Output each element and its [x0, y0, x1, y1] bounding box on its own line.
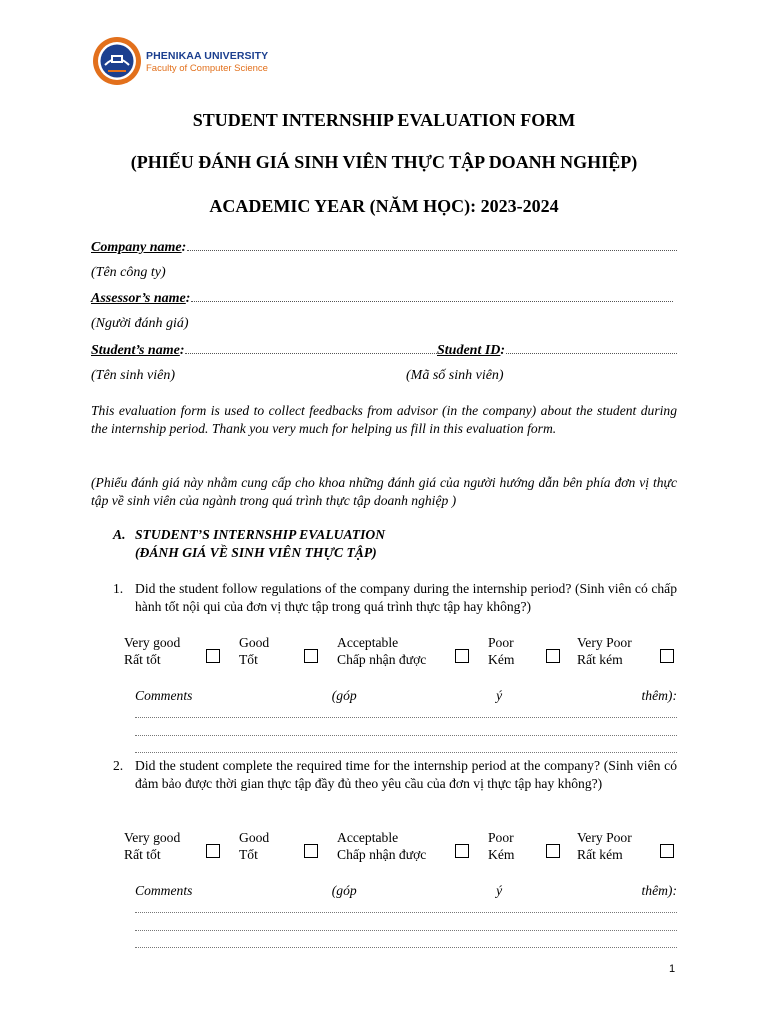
rating-option-poor: Poor Kém [488, 635, 515, 667]
academic-year: ACADEMIC YEAR (NĂM HỌC): 2023-2024 [209, 196, 559, 216]
rating-row-q2 [0, 829, 768, 865]
rating-option-very-poor: Very Poor Rất kém [577, 635, 632, 667]
checkbox-very-good[interactable] [206, 649, 220, 663]
question-2 [113, 757, 677, 793]
form-title-vietnamese: (PHIẾU ĐÁNH GIÁ SINH VIÊN THỰC TẬP DOANH NGHIỆP) [130, 152, 638, 172]
comment-line[interactable] [135, 912, 677, 913]
section-a-subtitle: (ĐÁNH GIÁ VỀ SINH VIÊN THỰC TẬP) [135, 545, 377, 560]
company-name-field[interactable]: Company name : [91, 239, 677, 257]
assessor-name-field[interactable]: Assessor’s name : [91, 290, 673, 308]
question-text: Did the student follow regulations of the company during the internship period? (Sinh viên có chấp hành tốt nội qui của đơn vị thực tập trong quá trình thực tập hay không?) [135, 581, 677, 614]
checkbox-good[interactable] [304, 649, 318, 663]
form-title: STUDENT INTERNSHIP EVALUATION FORM [192, 110, 576, 130]
student-id-blank[interactable] [506, 342, 677, 354]
checkbox-very-poor[interactable] [660, 649, 674, 663]
student-name-sublabel: (Tên sinh viên) [91, 368, 175, 383]
section-a-title: STUDENT’S INTERNSHIP EVALUATION [135, 527, 386, 542]
rating-option-acceptable: Acceptable Chấp nhận được [337, 830, 427, 862]
company-name-blank[interactable] [187, 239, 677, 251]
checkbox-acceptable[interactable] [455, 649, 469, 663]
university-seal-icon [91, 35, 143, 87]
question-number: 2. [113, 758, 124, 773]
assessor-name-label: Assessor’s name [91, 291, 186, 306]
comment-line[interactable] [135, 930, 677, 931]
page-number: 1 [669, 963, 676, 975]
rating-option-very-poor: Very Poor Rất kém [577, 830, 632, 862]
student-id-label: Student ID [437, 343, 501, 358]
comment-line[interactable] [135, 752, 677, 753]
checkbox-very-poor[interactable] [660, 844, 674, 858]
section-a-letter: A. [113, 527, 126, 542]
rating-option-very-good: Very good Rất tốt [124, 635, 181, 667]
student-name-field[interactable]: Student’s name : [91, 342, 437, 360]
student-name-blank[interactable] [185, 342, 437, 354]
intro-paragraph-en: This evaluation form is used to collect feedbacks from advisor (in the company) about the student during the internship period. Thank you very much for helping us fill in this evaluation form. [91, 403, 677, 436]
comments-label: Comments (góp ý thêm): [135, 883, 677, 898]
rating-option-poor: Poor Kém [488, 830, 515, 862]
question-number: 1. [113, 581, 124, 596]
checkbox-very-good[interactable] [206, 844, 220, 858]
comment-line[interactable] [135, 717, 677, 718]
student-name-label: Student’s name [91, 343, 180, 358]
checkbox-poor[interactable] [546, 649, 560, 663]
checkbox-good[interactable] [304, 844, 318, 858]
university-name: PHENIKAA UNIVERSITY [146, 50, 269, 62]
comment-line[interactable] [135, 735, 677, 736]
checkbox-poor[interactable] [546, 844, 560, 858]
assessor-name-blank[interactable] [191, 290, 673, 302]
company-name-label: Company name [91, 240, 182, 255]
student-id-sublabel: (Mã số sinh viên) [406, 368, 504, 383]
question-text: Did the student complete the required time for the internship period at the company? (Sinh viên có đảm bảo được thời gian thực tập đầy đủ theo yêu cầu của đơn vị thực tập hay không?) [135, 758, 677, 791]
comment-line[interactable] [135, 947, 677, 948]
company-name-sublabel: (Tên công ty) [91, 265, 166, 280]
rating-option-good: Good Tốt [239, 635, 270, 667]
checkbox-acceptable[interactable] [455, 844, 469, 858]
assessor-name-sublabel: (Người đánh giá) [91, 316, 189, 331]
rating-option-very-good: Very good Rất tốt [124, 830, 181, 862]
question-1 [113, 580, 677, 616]
student-id-field[interactable]: Student ID : [437, 342, 677, 360]
intro-paragraph-vi: (Phiếu đánh giá này nhằm cung cấp cho khoa những đánh giá của người hướng dẫn bên phía đơn vị thực tập về sinh viên của ngành trong quá trình thực tập doanh nghiệp ) [91, 475, 677, 508]
rating-option-acceptable: Acceptable Chấp nhận được [337, 635, 427, 667]
comments-label: Comments (góp ý thêm): [135, 688, 677, 703]
section-a-heading [113, 526, 385, 562]
rating-row-q1 [0, 634, 768, 670]
rating-option-good: Good Tốt [239, 830, 270, 862]
faculty-name: Faculty of Computer Science [146, 63, 268, 74]
